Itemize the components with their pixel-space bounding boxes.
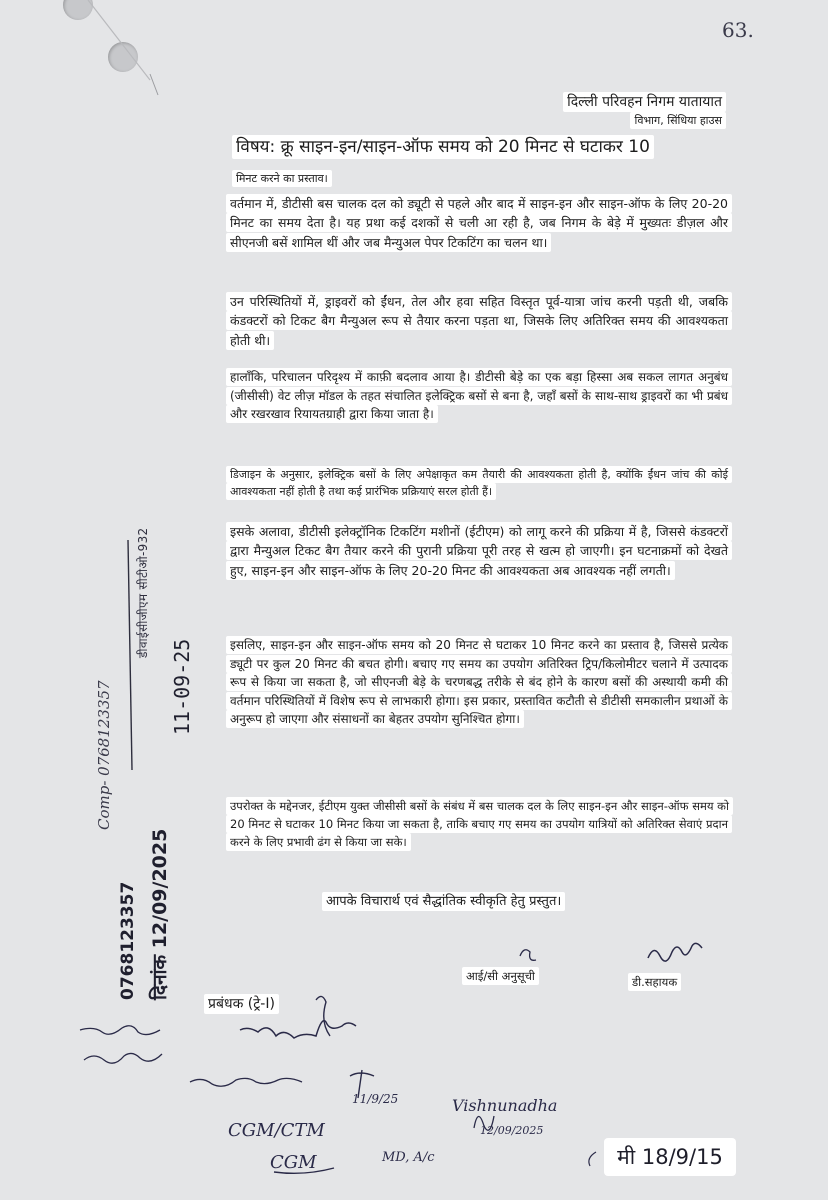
assistant-signature: डी.सहायक bbox=[628, 974, 681, 992]
receipt-number: 0768123357 bbox=[118, 881, 138, 1000]
note-cgm: CGM bbox=[270, 1152, 317, 1173]
note-cgm-ctm: CGM/CTM bbox=[228, 1120, 325, 1141]
paragraph-6: इसलिए, साइन-इन और साइन-ऑफ समय को 20 मिनट से घटाकर 10 मिनट करने का प्रस्ताव है, जिससे प्रत्येक ड्यूटी पर कुल 20 मिनट की बचत होगी। बचाए गए समय का उपयोग अतिरिक्त ट्रिप/किलोमीटर चलाने में उत्पादक रूप से किया जा सकता है, जो सीएनजी बेड़े के चरणबद्ध तरीके से बंद होने के कारण बसों की अस्थायी कमी की वर्तमान परिस्थितियों में विशेष रूप से लाभकारी होगा। इस प्रकार, प्रस्तावित कटौती से डीटीसी समकालीन प्रथाओं के अनुरूप हो जाएगा और संसाधनों का बेहतर उपयोग सुनिश्चित होगा। bbox=[226, 636, 732, 729]
paragraph-5: इसके अलावा, डीटीसी इलेक्ट्रॉनिक टिकटिंग मशीनों (ईटीएम) को लागू करने की प्रक्रिया में है, जिससे कंडक्टरों द्वारा मैन्युअल टिकट बैग तैयार करने की पुरानी प्रक्रिया पूरी तरह से खत्म हो जाएगी। इन घटनाक्रमों को देखते हुए, साइन-इन और साइन-ऑफ के लिए 20-20 मिनट की आवश्यकता अब आवश्यक नहीं लगती। bbox=[226, 522, 732, 580]
subject-line-1: विषय: क्रू साइन-इन/साइन-ऑफ समय को 20 मिनट से घटाकर 10 bbox=[232, 135, 654, 159]
subject-line-2: मिनट करने का प्रस्ताव। bbox=[232, 170, 332, 187]
computer-number: Comp- 0768123357 bbox=[95, 680, 113, 830]
note-date-2: 12/09/2025 bbox=[480, 1124, 544, 1137]
note-md: MD, A/c bbox=[382, 1150, 435, 1165]
closing-line: आपके विचारार्थ एवं सैद्धांतिक स्वीकृति हेतु प्रस्तुत। bbox=[322, 892, 565, 912]
address-line-1: दिल्ली परिवहन निगम यातायात bbox=[563, 92, 726, 114]
paragraph-3: हालाँकि, परिचालन परिदृश्य में काफ़ी बदलाव आया है। डीटीसी बेड़े का एक बड़ा हिस्सा अब सकल लागत अनुबंध (जीसीसी) वेट लीज़ मॉडल के तहत संचालित इलेक्ट्रिक बसों से बना है, जहाँ बसों के साथ-साथ ड्राइवरों का भी प्रबंध और रखरखाव रियायतग्राही द्वारा किया जाता है। bbox=[226, 368, 732, 424]
paragraph-1: वर्तमान में, डीटीसी बस चालक दल को ड्यूटी से पहले और बाद में साइन-इन और साइन-ऑफ के लिए 20-20 मिनट का समय देता है। यह प्रथा कई दशकों से चली आ रही है, जब निगम के बेड़े में मुख्यतः डीज़ल और सीएनजी बसें शामिल थीं और जब मैन्युअल पेपर टिकटिंग का चलन था। bbox=[226, 194, 732, 252]
paragraph-2: उन परिस्थितियों में, ड्राइवरों को ईंधन, तेल और हवा सहित विस्तृत पूर्व-यात्रा जांच करनी पड़ती थी, जबकि कंडक्टरों को टिकट बैग मैन्युअल रूप से तैयार करना पड़ता था, जिसके लिए अतिरिक्त समय की आवश्यकता होती थी। bbox=[226, 292, 732, 350]
ic-schedule-signature: आई/सी अनुसूची bbox=[462, 968, 539, 986]
stamp-date: 11-09-25 bbox=[170, 638, 194, 735]
address-line-2: विभाग, सिंधिया हाउस bbox=[630, 112, 726, 129]
paragraph-4: डिजाइन के अनुसार, इलेक्ट्रिक बसों के लिए अपेक्षाकृत कम तैयारी की आवश्यकता होती है, क्योंकि ईंधन जांच की कोई आवश्यकता नहीं होती है तथा कई प्रारंभिक प्रक्रियाएं सरल होती हैं। bbox=[226, 466, 732, 500]
page-number: 63. bbox=[722, 18, 754, 42]
receipt-stamp: डीवाईसीजीएम सीटीओ-932 bbox=[136, 527, 150, 658]
bottom-date: मी 18/9/15 bbox=[604, 1138, 736, 1176]
receipt-date: दिनांक 12/09/2025 bbox=[149, 828, 171, 1000]
note-name: Vishnunadha bbox=[452, 1096, 558, 1115]
note-date: 11/9/25 bbox=[352, 1092, 399, 1106]
paragraph-7: उपरोक्त के मद्देनजर, ईटीएम युक्त जीसीसी बसों के संबंध में बस चालक दल के लिए साइन-इन और साइन-ऑफ समय को 20 मिनट से घटाकर 10 मिनट किया जा सकता है, ताकि बचाए गए समय का उपयोग यात्रियों को अतिरिक्त सेवाएं प्रदान करने के लिए प्रभावी ढंग से किया जा सके। bbox=[226, 798, 732, 851]
manager-designation: प्रबंधक (ट्रे-I) bbox=[204, 994, 279, 1016]
